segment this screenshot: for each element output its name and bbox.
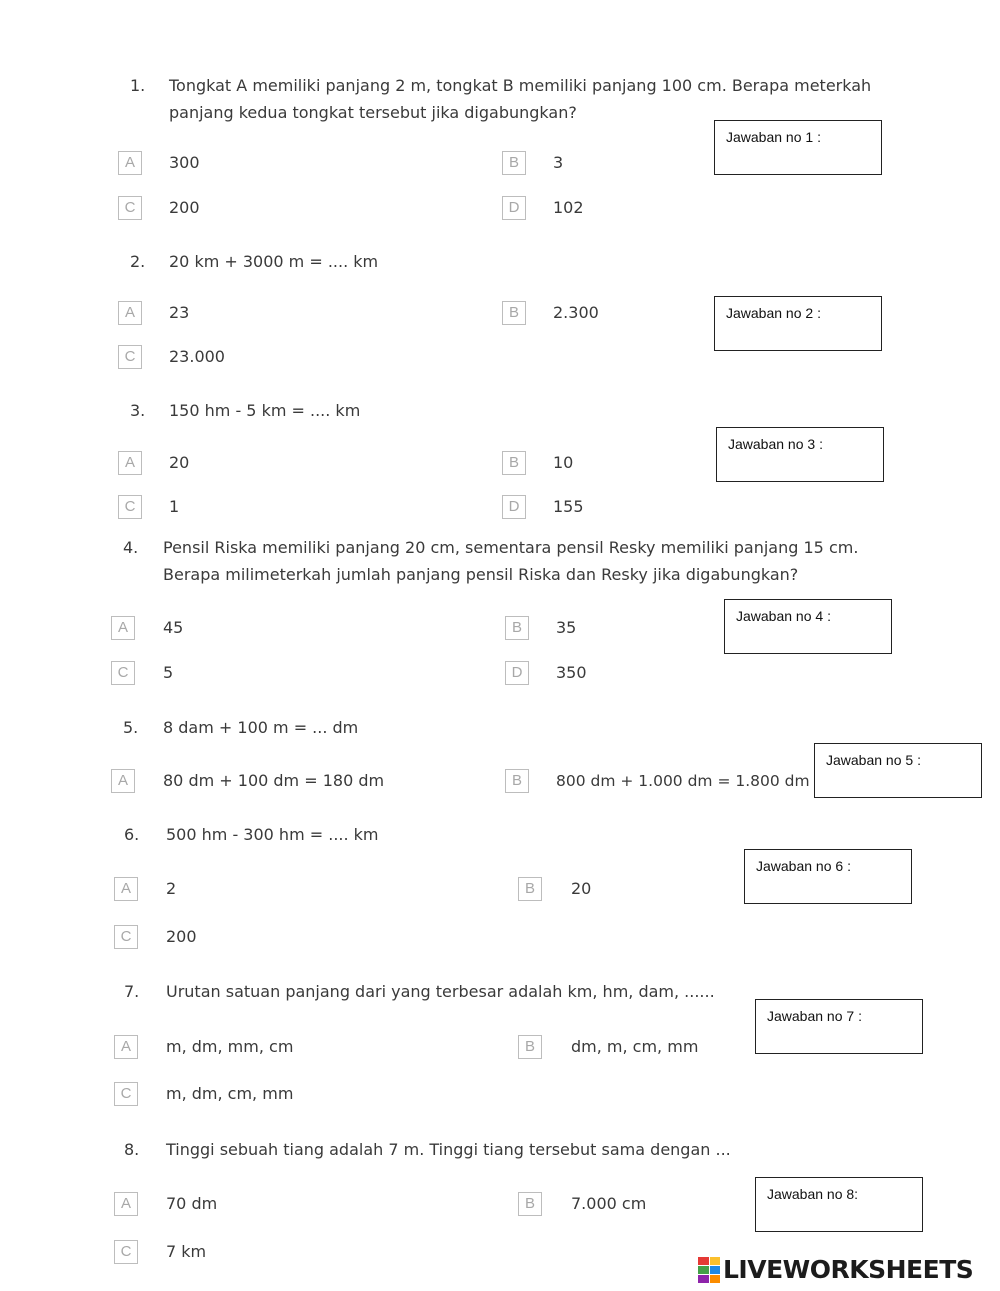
q7-option-a-letter[interactable]: A xyxy=(114,1035,138,1059)
q6-option-c-text[interactable]: 200 xyxy=(166,927,197,946)
q4-option-a-text[interactable]: 45 xyxy=(163,618,184,637)
q7-option-b-letter[interactable]: B xyxy=(518,1035,542,1059)
q8-option-b-text[interactable]: 7.000 cm xyxy=(571,1194,647,1213)
logo-icon-cell xyxy=(710,1266,721,1274)
q5-option-a-letter[interactable]: A xyxy=(111,769,135,793)
answer-box-2[interactable] xyxy=(714,296,882,351)
q1-option-b-letter[interactable]: B xyxy=(502,151,526,175)
q3-option-b-letter[interactable]: B xyxy=(502,451,526,475)
q3-option-c-text[interactable]: 1 xyxy=(169,497,180,516)
q1-option-c-letter[interactable]: C xyxy=(118,196,142,220)
answer-box-1-label: Jawaban no 1 : xyxy=(726,129,821,145)
q2-option-b-text[interactable]: 2.300 xyxy=(553,303,599,322)
answer-box-8-label: Jawaban no 8: xyxy=(767,1186,859,1202)
question-3-number: 3. xyxy=(130,401,146,420)
q4-option-d-text[interactable]: 350 xyxy=(556,663,587,682)
logo-icon-cell xyxy=(710,1257,721,1265)
answer-box-5[interactable] xyxy=(814,743,982,798)
question-1-text-line-1: Tongkat A memiliki panjang 2 m, tongkat B memiliki panjang 100 cm. Berapa meterkah xyxy=(169,76,872,95)
q2-option-c-text[interactable]: 23.000 xyxy=(169,347,225,366)
answer-box-7-label: Jawaban no 7 : xyxy=(767,1008,862,1024)
answer-box-1[interactable] xyxy=(714,120,882,175)
q1-option-a-text[interactable]: 300 xyxy=(169,153,200,172)
logo-icon-cell xyxy=(698,1266,709,1274)
answer-box-8[interactable] xyxy=(755,1177,923,1232)
question-6-text: 500 hm - 300 hm = .... km xyxy=(166,825,379,844)
answer-box-3-label: Jawaban no 3 : xyxy=(728,436,823,452)
q6-option-c-letter[interactable]: C xyxy=(114,925,138,949)
q8-option-c-letter[interactable]: C xyxy=(114,1240,138,1264)
logo-icon-cell xyxy=(710,1275,721,1283)
q8-option-a-text[interactable]: 70 dm xyxy=(166,1194,218,1213)
answer-box-7[interactable] xyxy=(755,999,923,1054)
q2-option-a-letter[interactable]: A xyxy=(118,301,142,325)
q3-option-c-letter[interactable]: C xyxy=(118,495,142,519)
q8-option-a-letter[interactable]: A xyxy=(114,1192,138,1216)
q3-option-d-text[interactable]: 155 xyxy=(553,497,584,516)
question-4-text-line-1: Pensil Riska memiliki panjang 20 cm, sementara pensil Resky memiliki panjang 15 cm. xyxy=(163,538,859,557)
answer-box-2-label: Jawaban no 2 : xyxy=(726,305,821,321)
answer-box-6[interactable] xyxy=(744,849,912,904)
question-7-number: 7. xyxy=(124,982,140,1001)
answer-box-6-label: Jawaban no 6 : xyxy=(756,858,851,874)
q1-option-b-text[interactable]: 3 xyxy=(553,153,564,172)
q2-option-b-letter[interactable]: B xyxy=(502,301,526,325)
q8-option-c-text[interactable]: 7 km xyxy=(166,1242,207,1261)
q4-option-d-letter[interactable]: D xyxy=(505,661,529,685)
q1-option-d-letter[interactable]: D xyxy=(502,196,526,220)
question-5-text: 8 dam + 100 m = ... dm xyxy=(163,718,359,737)
question-2-number: 2. xyxy=(130,252,146,271)
question-1-text-line-2: panjang kedua tongkat tersebut jika digabungkan? xyxy=(169,103,577,122)
q4-option-b-text[interactable]: 35 xyxy=(556,618,577,637)
q6-option-b-letter[interactable]: B xyxy=(518,877,542,901)
liveworksheets-logo-text: LIVEWORKSHEETS xyxy=(723,1255,974,1284)
question-6-number: 6. xyxy=(124,825,140,844)
q1-option-d-text[interactable]: 102 xyxy=(553,198,584,217)
logo-icon-cell xyxy=(698,1257,709,1265)
q7-option-c-letter[interactable]: C xyxy=(114,1082,138,1106)
q2-option-c-letter[interactable]: C xyxy=(118,345,142,369)
question-8-text: Tinggi sebuah tiang adalah 7 m. Tinggi tiang tersebut sama dengan ... xyxy=(166,1140,731,1159)
question-5-number: 5. xyxy=(123,718,139,737)
answer-box-3[interactable] xyxy=(716,427,884,482)
q7-option-b-text[interactable]: dm, m, cm, mm xyxy=(571,1037,699,1056)
question-4-number: 4. xyxy=(123,538,139,557)
question-3-text: 150 hm - 5 km = .... km xyxy=(169,401,361,420)
q4-option-c-letter[interactable]: C xyxy=(111,661,135,685)
answer-box-5-label: Jawaban no 5 : xyxy=(826,752,921,768)
q2-option-a-text[interactable]: 23 xyxy=(169,303,190,322)
q4-option-b-letter[interactable]: B xyxy=(505,616,529,640)
q5-option-b-text[interactable]: 800 dm + 1.000 dm = 1.800 dm xyxy=(556,772,810,790)
question-8-number: 8. xyxy=(124,1140,140,1159)
question-7-text: Urutan satuan panjang dari yang terbesar adalah km, hm, dam, ...... xyxy=(166,982,715,1001)
q1-option-c-text[interactable]: 200 xyxy=(169,198,200,217)
question-1-number: 1. xyxy=(130,76,146,95)
q1-option-a-letter[interactable]: A xyxy=(118,151,142,175)
question-2-text: 20 km + 3000 m = .... km xyxy=(169,252,379,271)
q5-option-b-letter[interactable]: B xyxy=(505,769,529,793)
q3-option-a-text[interactable]: 20 xyxy=(169,453,190,472)
q6-option-a-letter[interactable]: A xyxy=(114,877,138,901)
q6-option-b-text[interactable]: 20 xyxy=(571,879,592,898)
q7-option-a-text[interactable]: m, dm, mm, cm xyxy=(166,1037,294,1056)
answer-box-4[interactable] xyxy=(724,599,892,654)
q3-option-b-text[interactable]: 10 xyxy=(553,453,574,472)
q5-option-a-text[interactable]: 80 dm + 100 dm = 180 dm xyxy=(163,771,385,790)
q8-option-b-letter[interactable]: B xyxy=(518,1192,542,1216)
q3-option-a-letter[interactable]: A xyxy=(118,451,142,475)
logo-icon-cell xyxy=(698,1275,709,1283)
q3-option-d-letter[interactable]: D xyxy=(502,495,526,519)
question-4-text-line-2: Berapa milimeterkah jumlah panjang pensil Riska dan Resky jika digabungkan? xyxy=(163,565,799,584)
q7-option-c-text[interactable]: m, dm, cm, mm xyxy=(166,1084,294,1103)
q4-option-c-text[interactable]: 5 xyxy=(163,663,174,682)
liveworksheets-logo[interactable] xyxy=(698,1256,973,1284)
answer-box-4-label: Jawaban no 4 : xyxy=(736,608,831,624)
liveworksheets-logo-icon xyxy=(698,1257,720,1283)
q4-option-a-letter[interactable]: A xyxy=(111,616,135,640)
q6-option-a-text[interactable]: 2 xyxy=(166,879,177,898)
